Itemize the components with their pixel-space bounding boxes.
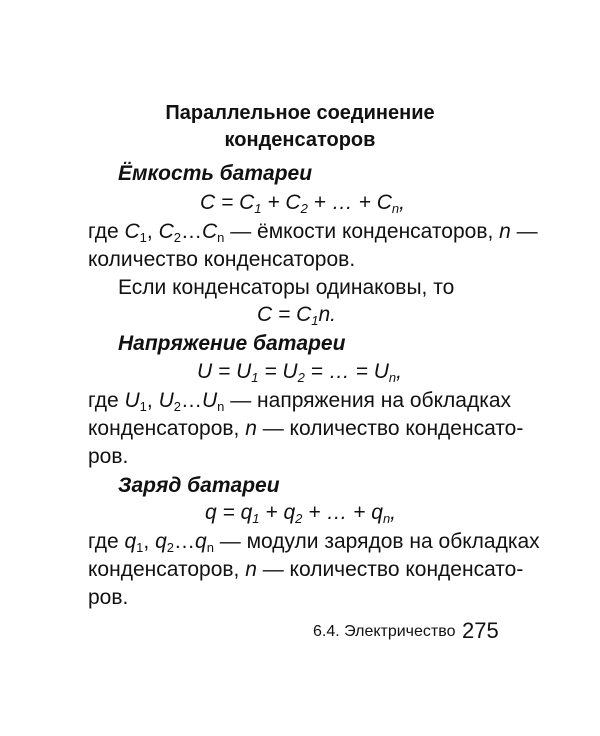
text-capacitance-line-2: количество конденсаторов. [88,248,356,271]
text-voltage-line-3: ров. [88,445,129,468]
section-heading-charge: Заряд батареи [118,474,280,497]
formula-voltage: $U = U_1 = U_2$ = … = $U_n$, [197,360,402,385]
text-charge-line-1: где $q_1$, $q_2\dots q_n$ — модули зарядов на обкладках [88,530,540,555]
text-capacitance-line-3: Если конденсаторы одинаковы, то [118,276,455,299]
text-charge-line-3: ров. [88,586,129,609]
section-heading-voltage: Напряжение батареи [118,332,346,355]
page-title-line-1: Параллельное соединение [165,102,435,124]
formula-capacitance-equal: $C = C_1n$. [257,303,337,328]
text-voltage-line-2: конденсаторов, n — количество конденсато- [88,417,524,440]
formula-capacitance-sum: $C = C_1 + C_2$ + … + $C_n$, [200,191,405,216]
text-voltage-line-1: где $U_1$, $U_2\dots U_n$ — напряжения на обкладках [88,389,512,414]
running-footer-section: 6.4. Электричество [313,623,456,640]
text-charge-line-2: конденсаторов, n — количество конденсато- [88,558,524,581]
page-number: 275 [462,618,499,643]
section-heading-capacitance: Ёмкость батареи [118,162,313,185]
page-title-line-2: конденсаторов [224,129,376,151]
formula-charge: $q = q_1 + q_2$ + … + $q_n$, [205,501,397,526]
text-capacitance-line-1: где $C_1$, $C_2\dots C_n$ — ёмкости конденсаторов, n — [88,220,538,245]
